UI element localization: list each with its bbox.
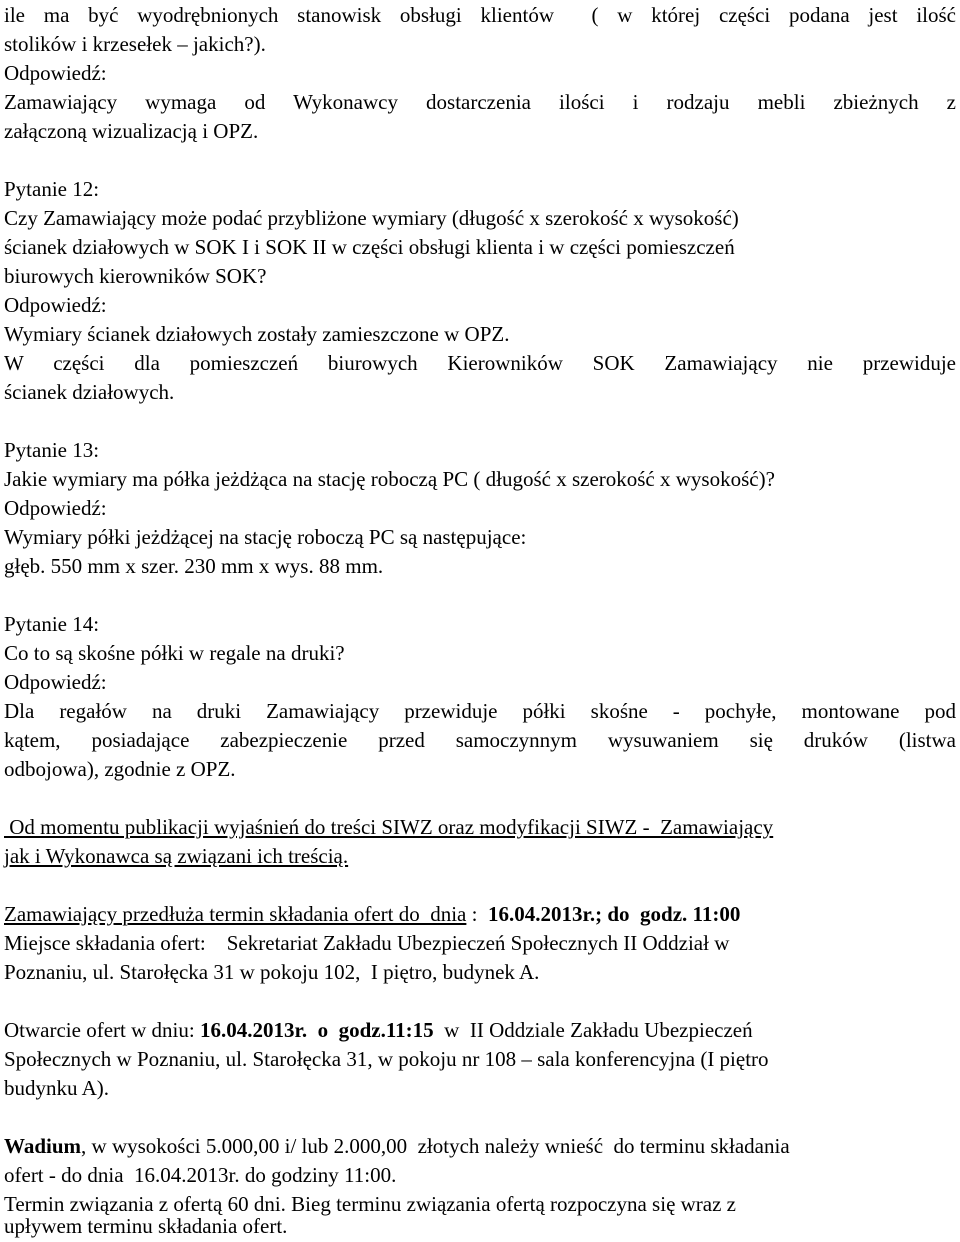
notice-line-2: jak i Wykonawca są związani ich treścią. <box>4 844 349 868</box>
wadium-label: Wadium <box>4 1134 82 1158</box>
q12-line-3: biurowych kierowników SOK? <box>4 264 267 288</box>
q12-line-1: Czy Zamawiający może podać przybliżone wymiary (długość x szerokość x wysokość) <box>4 206 739 230</box>
q14-answer-line-2: kątem, posiadające zabezpieczenie przed samoczynnym wysuwaniem się druków (listwa <box>4 728 956 752</box>
wadium-line-3: Termin związania z ofertą 60 dni. Bieg terminu związania ofertą rozpoczyna się wraz z <box>4 1192 737 1216</box>
q14-answer-line-1: Dla regałów na druki Zamawiający przewiduje półki skośne - pochyłe, montowane pod <box>4 699 956 723</box>
q12-answer-line-2: W części dla pomieszczeń biurowych Kierowników SOK Zamawiający nie przewiduje <box>4 351 956 375</box>
q12-answer-line-1: Wymiary ścianek działowych zostały zamieszczone w OPZ. <box>4 322 510 346</box>
prev-answer-label: Odpowiedź: <box>4 61 107 85</box>
opening-line-2: Społecznych w Poznaniu, ul. Starołęcka 31, w pokoju nr 108 – sala konferencyjna (I piętro <box>4 1047 769 1071</box>
deadline-label: Zamawiający przedłuża termin składania ofert do dnia <box>4 902 467 926</box>
q12-title: Pytanie 12: <box>4 177 100 201</box>
q14-answer-label: Odpowiedź: <box>4 670 107 694</box>
wadium-line-2: ofert - do dnia 16.04.2013r. do godziny 11:00. <box>4 1163 397 1187</box>
q12-answer-line-3: ścianek działowych. <box>4 380 175 404</box>
q13-answer-line-2: głęb. 550 mm x szer. 230 mm x wys. 88 mm. <box>4 554 384 578</box>
opening-line-1 <box>4 1016 753 1045</box>
q12-answer-label: Odpowiedź: <box>4 293 107 317</box>
opening-line-3: budynku A). <box>4 1076 109 1100</box>
deadline-value: 16.04.2013r.; do godz. 11:00 <box>487 902 741 926</box>
opening-prefix: Otwarcie ofert w dniu: <box>4 1018 200 1042</box>
q14-title: Pytanie 14: <box>4 612 100 636</box>
opening-date: 16.04.2013r. o godz.11:15 <box>199 1018 434 1042</box>
q12-line-2: ścianek działowych w SOK I i SOK II w części obsługi klienta i w części pomieszczeń <box>4 235 735 259</box>
prev-question-line-2: stolików i krzesełek – jakich?). <box>4 32 266 56</box>
notice-line-1: Od momentu publikacji wyjaśnień do treści SIWZ oraz modyfikacji SIWZ - Zamawiający <box>4 815 774 839</box>
prev-question-line-1: ile ma być wyodrębnionych stanowisk obsługi klientów ( w której części podana jest ilość <box>4 3 956 27</box>
prev-answer-line-1: Zamawiający wymaga od Wykonawcy dostarczenia ilości i rodzaju mebli zbieżnych z <box>4 90 956 114</box>
q13-answer-line-1: Wymiary półki jeżdżącej na stację roboczą PC są następujące: <box>4 525 527 549</box>
deadline-line <box>4 900 740 929</box>
deadline-separator: : <box>466 902 488 926</box>
q14-answer-line-3: odbojowa), zgodnie z OPZ. <box>4 757 236 781</box>
q14-line-1: Co to są skośne półki w regale na druki? <box>4 641 345 665</box>
q13-title: Pytanie 13: <box>4 438 100 462</box>
prev-answer-line-2: załączoną wizualizacją i OPZ. <box>4 119 259 143</box>
q13-answer-label: Odpowiedź: <box>4 496 107 520</box>
place-line-2: Poznaniu, ul. Starołęcka 31 w pokoju 102, I piętro, budynek A. <box>4 960 540 984</box>
place-line-1: Miejsce składania ofert: Sekretariat Zakładu Ubezpieczeń Społecznych II Oddział w <box>4 931 730 955</box>
q13-line-1: Jakie wymiary ma półka jeżdżąca na stację roboczą PC ( długość x szerokość x wysokość)? <box>4 467 775 491</box>
wadium-line-1 <box>4 1132 790 1161</box>
wadium-line-1-rest: , w wysokości 5.000,00 i/ lub 2.000,00 złotych należy wnieść do terminu składania <box>81 1134 790 1158</box>
opening-suffix: w II Oddziale Zakładu Ubezpieczeń <box>433 1018 753 1042</box>
wadium-line-4: upływem terminu składania ofert. <box>4 1214 288 1238</box>
